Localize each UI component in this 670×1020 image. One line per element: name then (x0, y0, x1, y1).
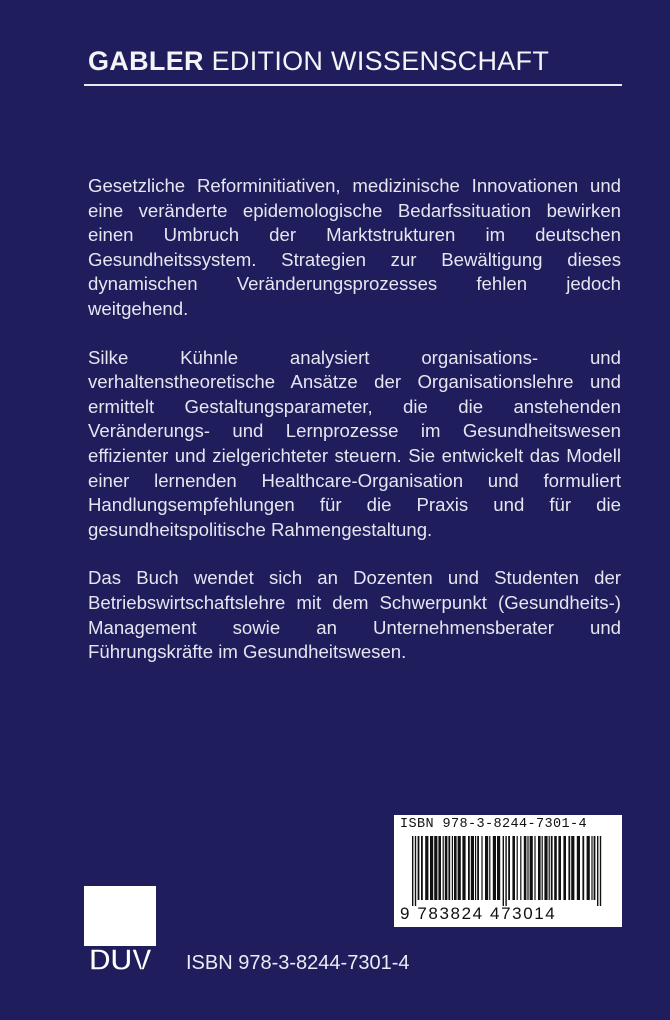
barcode-bar (481, 836, 482, 900)
barcode-bar (421, 836, 423, 900)
ean-barcode (408, 836, 608, 906)
barcode-bar (448, 836, 450, 900)
barcode-bar (597, 836, 598, 906)
barcode-bar (418, 836, 420, 900)
barcode-bar (538, 836, 541, 900)
series-brand: GABLER (88, 46, 204, 76)
barcode-bar (471, 836, 474, 900)
footer-isbn: ISBN 978-3-8244-7301-4 (186, 952, 410, 974)
logo-text: DUV (88, 942, 152, 977)
barcode-bar (454, 836, 457, 900)
barcode-bar (530, 836, 533, 900)
barcode-bar (445, 836, 448, 900)
barcode-bar (505, 836, 506, 906)
barcode-bar (452, 836, 453, 900)
barcode-bar (512, 836, 515, 900)
barcode-bar (425, 836, 428, 900)
barcode-bar (443, 836, 444, 900)
barcode-bar (551, 836, 553, 900)
barcode-bar (485, 836, 488, 900)
blurb-paragraph: Das Buch wendet sich an Dozenten und Studenten der Betriebswirtschaftslehre mit dem Schwerpunkt (Gesundheits-) Management sowie an Unternehmensberater und Führungskräfte im Gesundheitswesen. (88, 567, 621, 663)
barcode-bar (477, 836, 479, 900)
duv-logo (84, 886, 156, 977)
barcode-bar (591, 836, 592, 900)
barcode-bar (462, 836, 465, 900)
barcode-bar (503, 836, 504, 906)
barcode-bar (534, 836, 535, 900)
barcode-bar (517, 836, 518, 900)
barcode-bar (524, 836, 527, 900)
barcode-bar (520, 836, 521, 900)
barcode-bar (468, 836, 470, 900)
blurb-paragraph: Gesetzliche Reforminitiativen, medizinische Innovationen und eine veränderte epidemologische Bedarfssituation bewirken einen Umbruch der Marktstrukturen im deutschen Gesundheitssystem. Strategien zur Bewältigung dieses dynamischen Veränderungsprozesses fehlen jedoch weitgehend. (88, 175, 621, 319)
barcode-bar (497, 836, 500, 900)
barcode-bar (489, 836, 490, 900)
barcode-bar (508, 836, 510, 900)
barcode-bar (544, 836, 547, 900)
back-cover-blurb (88, 174, 621, 689)
barcode-bar (434, 836, 437, 900)
barcode-bar (577, 836, 580, 900)
title-divider (84, 84, 622, 86)
barcode-bar (582, 836, 584, 900)
barcode-bar (412, 836, 413, 906)
barcode-bar (563, 836, 566, 900)
barcode-bar (558, 836, 561, 900)
barcode-bar (542, 836, 543, 900)
barcode-bar (430, 836, 433, 900)
barcode-bar (554, 836, 557, 900)
logo-square (84, 886, 156, 946)
series-title (88, 46, 549, 77)
barcode-isbn-label: ISBN 978-3-8244-7301-4 (400, 817, 588, 832)
blurb-paragraph: Silke Kühnle analysiert organisations- und verhaltenstheoretische Ansätze der Organisationslehre und ermittelt Gestaltungsparameter, die die anstehenden Veränderungs- und Lernprozesse im Gesundheitswesen effizienter und zielgerichteter steuern. Sie entwickelt das Modell einer lernenden Healthcare-Organisation und formuliert Handlungsempfehlungen für die Praxis und für die gesundheitspolitische Rahmengestaltung. (88, 346, 621, 540)
barcode-panel (394, 815, 622, 927)
barcode-bar (527, 836, 528, 900)
barcode-bar (458, 836, 461, 900)
barcode-bar (587, 836, 590, 900)
barcode-bar (549, 836, 550, 900)
barcode-bar (438, 836, 441, 900)
barcode-bar (568, 836, 570, 900)
series-edition: EDITION WISSENSCHAFT (211, 46, 550, 76)
barcode-bar (594, 836, 596, 900)
barcode-bar (571, 836, 574, 900)
barcode-bar (493, 836, 496, 900)
barcode-bar (600, 836, 601, 906)
barcode-bar (475, 836, 476, 900)
barcode-bar (415, 836, 416, 906)
ean-digits: 9 783824 473014 (400, 904, 557, 923)
